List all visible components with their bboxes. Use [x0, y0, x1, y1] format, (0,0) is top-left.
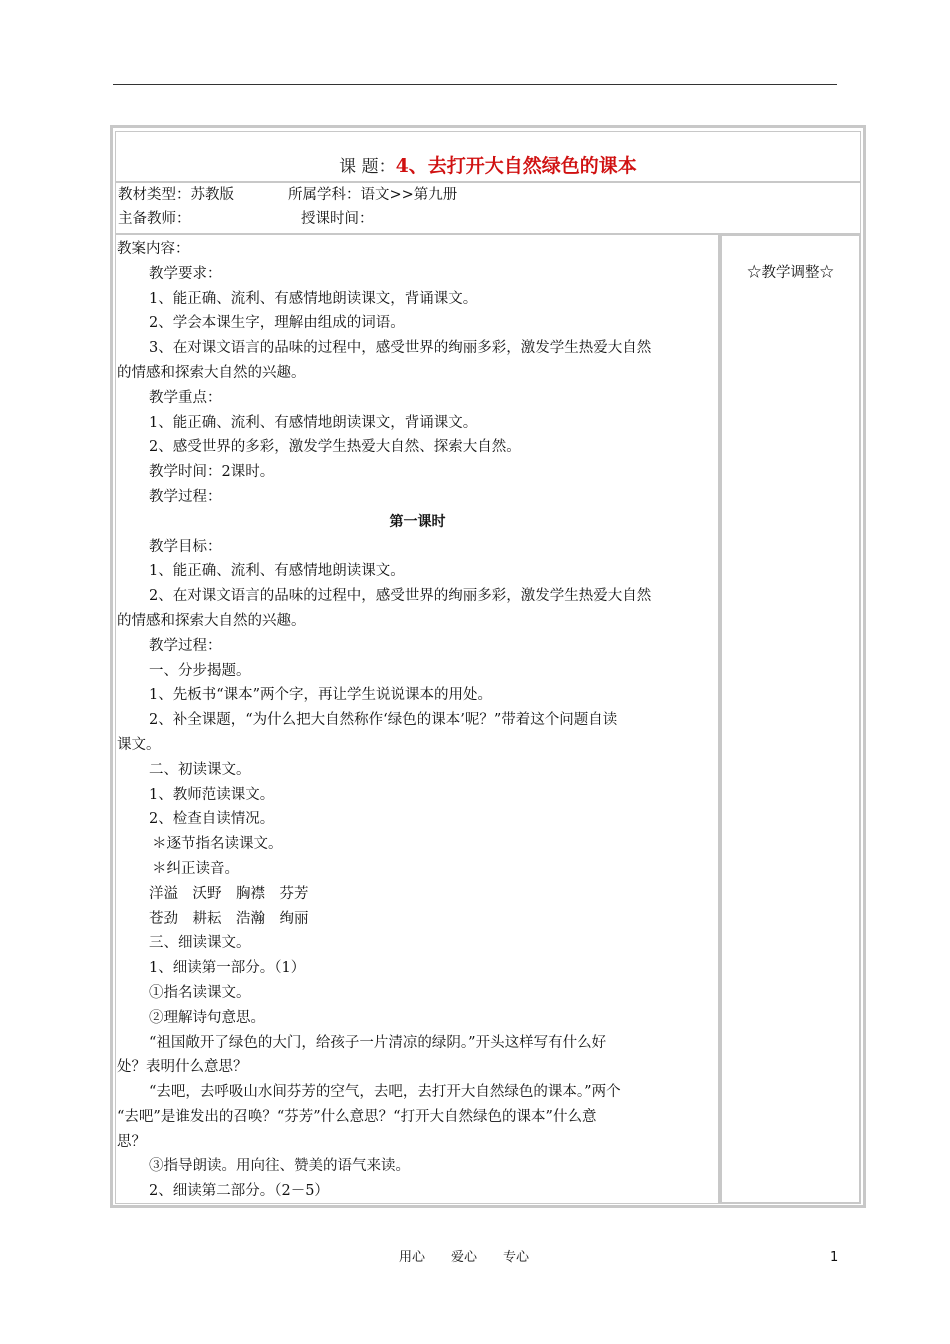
material-type: 教材类型：苏教版	[118, 187, 234, 203]
content-line: “祖国敞开了绿色的大门，给孩子一片清凉的绿阴。”开头这样写有什么好	[149, 1034, 607, 1051]
title-text: 4、去打开大自然绿色的课本	[395, 155, 637, 177]
info-row	[115, 182, 861, 234]
content-line: 的情感和探索大自然的兴趣。	[117, 364, 306, 381]
content-line: 教学重点：	[149, 389, 222, 406]
content-lines	[116, 237, 718, 1204]
content-line: 1、能正确、流利、有感情地朗读课文，背诵课文。	[149, 414, 478, 431]
content-line: 2、细读第二部分。（2－5）	[149, 1183, 329, 1200]
info-line-2	[118, 208, 374, 230]
teacher: 主备教师：	[118, 211, 191, 227]
content-line: 1、教师范读课文。	[149, 786, 275, 803]
content-line: 1、细读第一部分。（1）	[149, 960, 306, 977]
content-line: 3、在对课文语言的品味的过程中，感受世界的绚丽多彩，激发学生热爱大自然	[149, 340, 652, 357]
content-line: 2、在对课文语言的品味的过程中，感受世界的绚丽多彩，激发学生热爱大自然	[149, 588, 652, 605]
adjust-cell	[719, 234, 861, 1204]
content-line: “去吧，去呼吸山水间芬芳的空气，去吧，去打开大自然绿色的课本。”两个	[149, 1084, 621, 1101]
content-line: 苍劲 耕耘 浩瀚 绚丽	[149, 910, 309, 927]
content-line: 1、先板书“课本”两个字，再让学生说说课本的用处。	[149, 687, 493, 704]
content-line: 课文。	[117, 736, 161, 753]
content-line: 一、分步揭题。	[149, 662, 251, 679]
content-line: 三、细读课文。	[149, 935, 251, 952]
content-line: 1、能正确、流利、有感情地朗读课文，背诵课文。	[149, 290, 478, 307]
content-line: ＊逐节指名读课文。	[152, 836, 283, 853]
content-line: ＊纠正读音。	[152, 860, 239, 877]
content-line: 教学时间：2课时。	[149, 464, 275, 481]
lesson-title	[116, 154, 860, 179]
content-line: ②理解诗句意思。	[149, 1009, 265, 1026]
page-number: 1	[830, 1250, 839, 1265]
content-line: 2、补全课题，“为什么把大自然称作‘绿色的课本’呢？”带着这个问题自读	[149, 712, 618, 729]
footer-motto: 用心 爱心 专心	[399, 1250, 530, 1265]
content-line: 的情感和探索大自然的兴趣。	[117, 612, 306, 629]
title-row	[115, 131, 861, 182]
content-line: 1、能正确、流利、有感情地朗读课文。	[149, 563, 405, 580]
content-line: 2、感受世界的多彩，激发学生热爱大自然、探索大自然。	[149, 439, 521, 456]
title-label: 课 题：	[339, 157, 396, 177]
content-line: 2、学会本课生字，理解由组成的词语。	[149, 315, 405, 332]
content-line: ③指导朗读。用向往、赞美的语气来读。	[149, 1158, 410, 1175]
subject: 所属学科：语文>>第九册	[288, 187, 458, 203]
header-rule	[113, 84, 837, 85]
content-line: 第一课时	[389, 513, 446, 530]
content-line: 教学过程：	[149, 488, 222, 505]
adjust-label: ☆教学调整☆	[747, 265, 834, 281]
content-line: 教学目标：	[149, 538, 222, 555]
content-line: 教学要求：	[149, 265, 222, 282]
content-line: 思？	[117, 1133, 146, 1150]
content-line: 洋溢 沃野 胸襟 芬芳	[149, 885, 309, 902]
content-line: ①指名读课文。	[149, 984, 251, 1001]
info-line-1	[118, 184, 458, 206]
content-cell	[115, 234, 719, 1204]
content-line: 2、检查自读情况。	[149, 811, 275, 828]
content-line: 处？表明什么意思？	[117, 1059, 248, 1076]
content-line: “去吧”是谁发出的召唤？“芬芳”什么意思？“打开大自然绿色的课本”什么意	[117, 1108, 597, 1125]
lesson-time: 授课时间：	[301, 211, 374, 227]
content-line: 二、初读课文。	[149, 761, 251, 778]
content-line: 教案内容：	[117, 241, 190, 257]
lesson-plan-table	[110, 125, 866, 1208]
content-line: 教学过程：	[149, 637, 222, 654]
